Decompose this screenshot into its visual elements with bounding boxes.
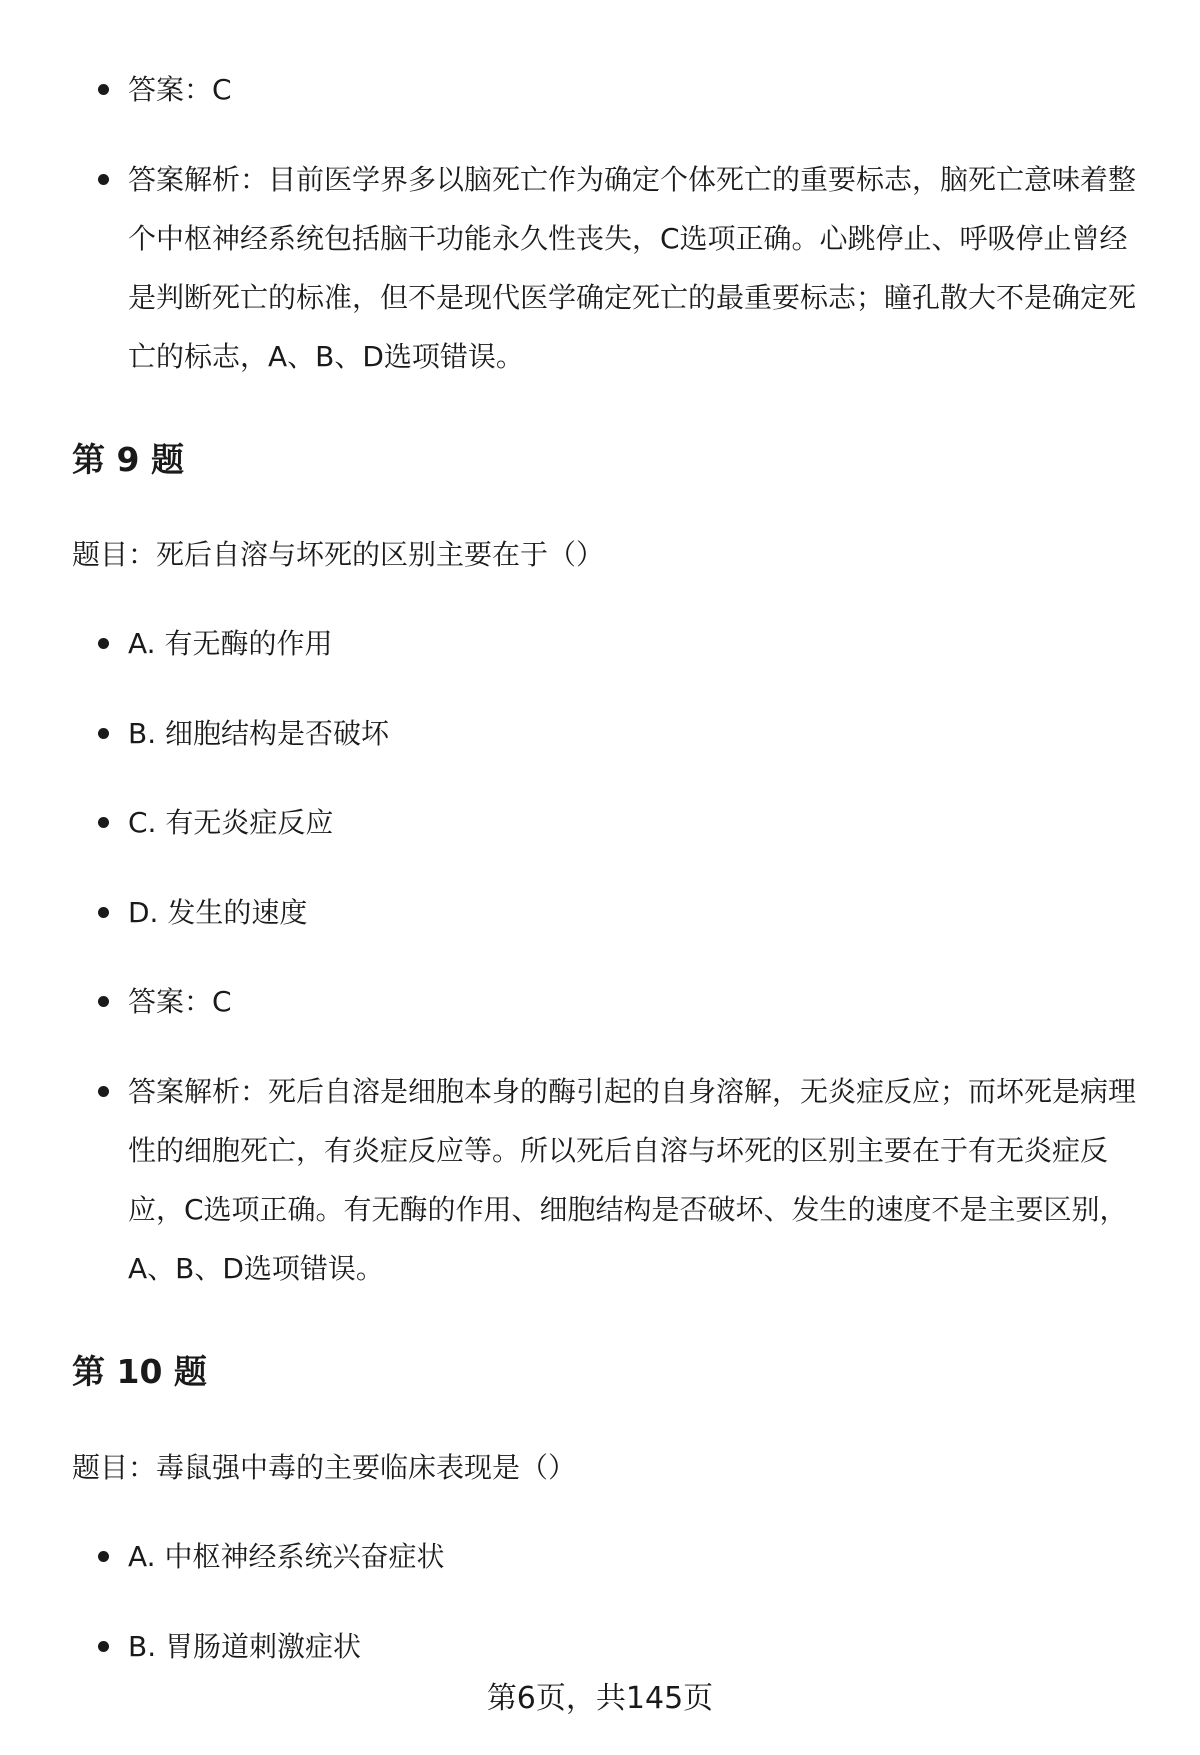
option-item bbox=[128, 883, 1143, 942]
bullet-dot bbox=[98, 1086, 109, 1097]
option-item bbox=[128, 1527, 1143, 1586]
question-heading: 第 10 题 bbox=[72, 1352, 207, 1391]
option-text: C. 有无炎症反应 bbox=[128, 806, 334, 839]
option-text: B. 胃肠道刺激症状 bbox=[128, 1630, 362, 1663]
answer-text: 答案：C bbox=[128, 73, 232, 106]
option-item bbox=[128, 1617, 1143, 1676]
option-text: B. 细胞结构是否破坏 bbox=[128, 717, 390, 750]
explanation-text: 答案解析：死后自溶是细胞本身的酶引起的自身溶解，无炎症反应；而坏死是病理性的细胞死亡，有炎症反应等。所以死后自溶与坏死的区别主要在于有无炎症反应，C选项正确。有无酶的作用、细胞结构是否破坏、发生的速度不是主要区别，A、B、D选项错误。 bbox=[128, 1075, 1137, 1285]
question-heading: 第 9 题 bbox=[72, 440, 184, 479]
page-number-footer: 第6页，共145页 bbox=[486, 1681, 714, 1716]
bullet-dot bbox=[98, 817, 109, 828]
bullet-dot bbox=[98, 1641, 109, 1652]
option-item bbox=[128, 704, 1143, 763]
question-stem: 题目：死后自溶与坏死的区别主要在于（） bbox=[72, 538, 605, 571]
option-text: A. 中枢神经系统兴奋症状 bbox=[128, 1540, 445, 1573]
option-text: D. 发生的速度 bbox=[128, 896, 308, 929]
bullet-dot bbox=[98, 638, 109, 649]
bullet-dot bbox=[98, 84, 109, 95]
bullet-dot bbox=[98, 907, 109, 918]
question-stem: 题目：毒鼠强中毒的主要临床表现是（） bbox=[72, 1451, 577, 1484]
explanation-item bbox=[128, 150, 1143, 386]
option-item bbox=[128, 614, 1143, 673]
answer-text: 答案：C bbox=[128, 985, 232, 1018]
option-text: A. 有无酶的作用 bbox=[128, 627, 333, 660]
explanation-item bbox=[128, 1062, 1143, 1298]
bullet-dot bbox=[98, 996, 109, 1007]
explanation-text: 答案解析：目前医学界多以脑死亡作为确定个体死亡的重要标志，脑死亡意味着整个中枢神经系统包括脑干功能永久性丧失，C选项正确。心跳停止、呼吸停止曾经是判断死亡的标准，但不是现代医学确定死亡的最重要标志；瞳孔散大不是确定死亡的标志，A、B、D选项错误。 bbox=[128, 163, 1137, 373]
bullet-dot bbox=[98, 728, 109, 739]
bullet-dot bbox=[98, 1551, 109, 1562]
option-item bbox=[128, 793, 1143, 852]
answer-item bbox=[128, 972, 1143, 1031]
bullet-dot bbox=[98, 174, 109, 185]
answer-item bbox=[128, 60, 1143, 119]
